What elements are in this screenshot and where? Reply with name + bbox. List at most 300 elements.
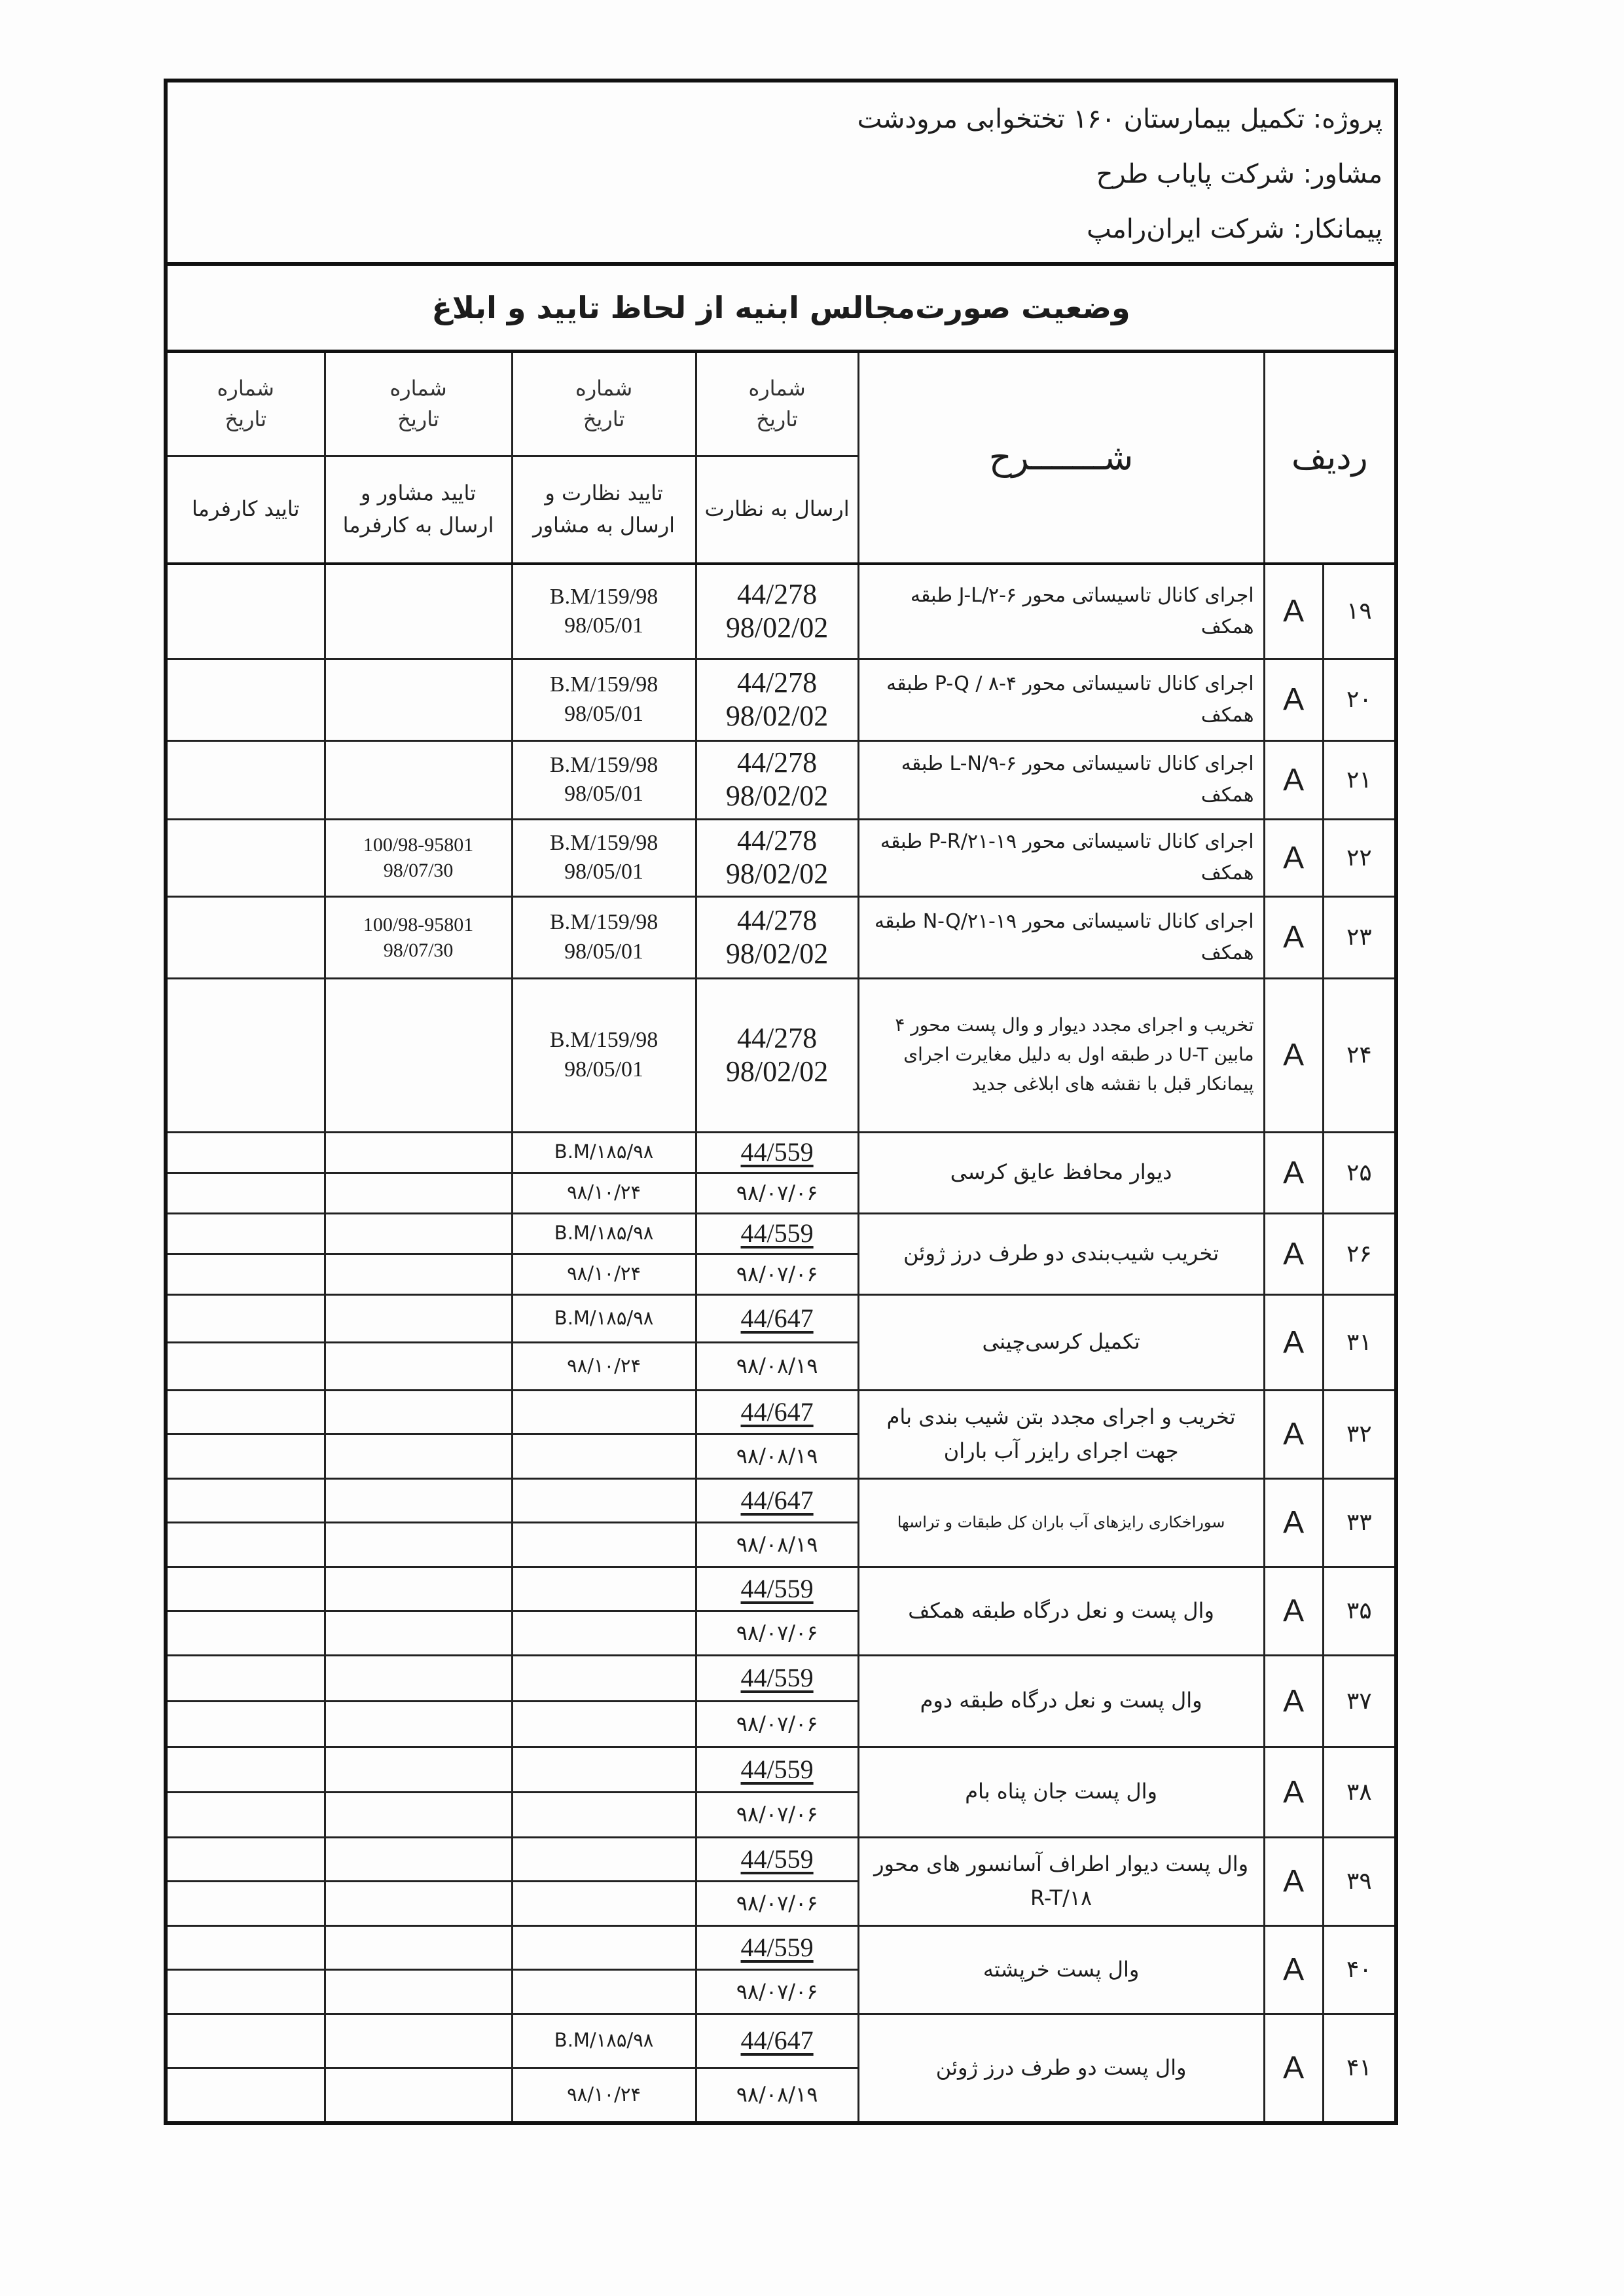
sent-to-supervision-number-slot (697, 1927, 857, 1971)
employer-number-date-header (166, 351, 325, 456)
supervision-approval-date-slot (513, 1793, 695, 1836)
sent-to-supervision-date: ۹۸/۰۸/۱۹ (736, 1531, 818, 1557)
description-header (858, 351, 1264, 564)
consultant-number-date-header (325, 351, 512, 456)
sent-to-supervision-date: 98/02/02 (725, 611, 829, 644)
row-number-cell (1323, 1132, 1396, 1213)
employer-approval-cell (166, 1837, 325, 1925)
sent-to-supervision-date-slot (697, 1255, 857, 1294)
consultant-approval-cell (325, 1213, 512, 1294)
consultant-approval-cell (325, 1925, 512, 2014)
supervision-approval-label-2: ارسال به مشاور (533, 513, 676, 538)
sent-to-supervision-date-slot (697, 1435, 857, 1478)
sent-to-supervision-number: 44/647 (740, 1485, 814, 1515)
consultant-approval-cell (325, 659, 512, 740)
employer-approval-number-slot (168, 1656, 324, 1702)
split-box (513, 1296, 695, 1389)
row-number-cell (1323, 1925, 1396, 2014)
supervision-approval-label-1: تایید نظارت و (545, 480, 663, 505)
row-code-cell (1264, 1478, 1323, 1567)
description-cell (858, 740, 1264, 819)
row-code-cell (1264, 978, 1323, 1132)
supervision-approval-date: ۹۸/۱۰/۲۴ (567, 1181, 641, 1204)
split-box (168, 1927, 324, 2013)
consultant-approval-number-slot (326, 1656, 511, 1702)
supervision-approval-cell (512, 1655, 696, 1747)
row-number: ۳۸ (1346, 1778, 1372, 1806)
split-box (697, 1568, 857, 1654)
consultant-approval-label-1: تایید مشاور و (361, 480, 477, 505)
table-row (166, 1655, 1396, 1747)
supervision-approval-cell (512, 819, 696, 896)
employer-approval-date-slot (168, 1793, 324, 1836)
supervision-approval-cell (512, 1567, 696, 1655)
row-number-cell (1323, 1567, 1396, 1655)
split-box (697, 1296, 857, 1389)
sent-to-supervision-cell (696, 1837, 858, 1925)
split-box (168, 1296, 324, 1389)
supervision-approval-number-slot (513, 1133, 695, 1174)
report-title: وضعیت صورت‌مجالس ابنیه از لحاظ تایید و ابلاغ (166, 264, 1396, 351)
row-description: تخریب و اجرای مجدد بتن شیب بندی بام جهت اجرای رایزر آب باران (886, 1404, 1236, 1463)
sent-to-supervision-date-slot (697, 1971, 857, 2013)
sent-to-supervision-number: 44/278 (736, 578, 818, 611)
date-label: تاریخ (756, 406, 798, 431)
supervision-approval-date: 98/05/01 (564, 1057, 644, 1082)
row-code: A (1283, 1774, 1305, 1810)
employer-approval-date-slot (168, 1255, 324, 1294)
table-row (166, 1132, 1396, 1213)
sent-to-supervision-cell (696, 1478, 858, 1567)
row-description: اجرای کانال تاسیساتی محور L-N/۹-۶ طبقه همکف (901, 752, 1254, 807)
description-cell (858, 1567, 1264, 1655)
consultant-approval-date: 98/07/30 (383, 860, 454, 881)
row-number-cell (1323, 1390, 1396, 1478)
employer-approval-date-slot (168, 1612, 324, 1654)
row-code-cell (1264, 1390, 1323, 1478)
consultant-approval-date-slot (326, 1435, 511, 1478)
split-box (513, 1480, 695, 1566)
employer-approval-date-slot (168, 1702, 324, 1746)
split-box (326, 1214, 511, 1294)
row-code: A (1283, 1952, 1305, 1987)
supervision-approval-date: ۹۸/۱۰/۲۴ (567, 1354, 641, 1377)
row-number: ۳۷ (1346, 1687, 1372, 1715)
table-row (166, 1837, 1396, 1925)
supervision-approval-cell (512, 564, 696, 659)
sent-to-supervision-cell (696, 1390, 858, 1478)
employer-approval-cell (166, 1294, 325, 1390)
supervision-approval-cell (512, 659, 696, 740)
employer-approval-cell (166, 819, 325, 896)
description-cell (858, 1747, 1264, 1837)
supervision-approval-number-slot (513, 1927, 695, 1971)
row-description: اجرای کانال تاسیساتی محور P-R/۲۱-۱۹ طبقه همکف (880, 830, 1254, 884)
status-sheet (164, 79, 1394, 2125)
split-box (697, 1214, 857, 1294)
split-box (697, 1133, 857, 1212)
table-row (166, 1213, 1396, 1294)
split-box (326, 1391, 511, 1478)
row-code-cell (1264, 1925, 1323, 2014)
split-box (168, 1568, 324, 1654)
sent-to-supervision-number-slot (697, 1214, 857, 1255)
employer-approval-label: تایید کارفرما (192, 496, 300, 522)
row-code: A (1283, 1038, 1305, 1072)
sent-to-supervision-date-slot (697, 1882, 857, 1925)
supervision-approval-cell (512, 740, 696, 819)
description-cell (858, 1478, 1264, 1567)
row-number-cell (1323, 564, 1396, 659)
sent-to-supervision-cell (696, 896, 858, 978)
description-cell (858, 1925, 1264, 2014)
sent-to-supervision-cell (696, 1747, 858, 1837)
row-code: A (1283, 1155, 1305, 1190)
sent-to-supervision-date-slot (697, 1793, 857, 1836)
row-number-cell (1323, 1294, 1396, 1390)
supervision-approval-date-slot (513, 1435, 695, 1478)
employer-approval-cell (166, 1747, 325, 1837)
row-code-cell (1264, 1213, 1323, 1294)
consultant-approval-number-slot (326, 1391, 511, 1436)
supervision-approval-number: B.M/159/98 (549, 672, 659, 697)
sent-to-supervision-date: ۹۸/۰۷/۰۶ (736, 1620, 818, 1645)
sent-to-supervision-number-slot (697, 1656, 857, 1702)
sent-to-supervision-cell (696, 740, 858, 819)
sent-to-supervision-date-slot (697, 1343, 857, 1389)
supervision-approval-date: 98/05/01 (564, 782, 644, 806)
sent-to-supervision-cell (696, 978, 858, 1132)
row-code-cell (1264, 1655, 1323, 1747)
split-box (326, 1838, 511, 1925)
table-row (166, 819, 1396, 896)
split-box (168, 1133, 324, 1212)
row-number: ۲۱ (1346, 766, 1372, 793)
row-number-cell (1323, 819, 1396, 896)
employer-approval-cell (166, 564, 325, 659)
row-code-cell (1264, 659, 1323, 740)
sent-to-supervision-number: 44/278 (736, 903, 818, 936)
split-box (513, 1568, 695, 1654)
supervision-approval-date-slot (513, 1971, 695, 2013)
sent-to-supervision-date: 98/02/02 (725, 937, 829, 970)
sent-to-supervision-cell (696, 1213, 858, 1294)
supervision-approval-number: B.M/۱۸۵/۹۸ (554, 1222, 654, 1245)
row-number: ۱۹ (1346, 598, 1372, 625)
supervision-approval-cell (512, 1390, 696, 1478)
sent-to-supervision-cell (696, 564, 858, 659)
description-cell (858, 1294, 1264, 1390)
supervision-approval-number: B.M/159/98 (549, 910, 659, 935)
consultant-approval-cell (325, 896, 512, 978)
sent-to-supervision-cell (696, 1567, 858, 1655)
description-cell (858, 1390, 1264, 1478)
consultant-approval-cell (325, 1478, 512, 1567)
consultant-approval-label-2: ارسال به کارفرما (342, 513, 494, 538)
supervision-approval-cell (512, 1132, 696, 1213)
consultant-approval-date-slot (326, 1174, 511, 1212)
description-cell (858, 1213, 1264, 1294)
row-code: A (1283, 1236, 1305, 1271)
consultant-approval-number-slot (326, 1838, 511, 1883)
row-description: تکمیل کرسی‌چینی (982, 1329, 1140, 1355)
supervision-approval-date-slot (513, 1612, 695, 1654)
row-description: تخریب شیب‌بندی دو طرف درز ژوئن (903, 1241, 1219, 1266)
row-code: A (1283, 2050, 1305, 2085)
description-cell (858, 978, 1264, 1132)
consultant-approval-date-slot (326, 2069, 511, 2121)
sent-to-supervision-cell (696, 1132, 858, 1213)
consultant-approval-number-slot (326, 1927, 511, 1971)
table-row (166, 1567, 1396, 1655)
employer-approval-date-slot (168, 1435, 324, 1478)
description-cell (858, 819, 1264, 896)
split-box (168, 2015, 324, 2121)
info-row (166, 81, 1396, 264)
sent-to-supervision-date: 98/02/02 (725, 780, 829, 812)
sent-to-supervision-date: ۹۸/۰۷/۰۶ (736, 1180, 818, 1205)
supervision-approval-number: B.M/159/98 (549, 584, 659, 609)
employer-approval-number-slot (168, 1214, 324, 1255)
supervision-approval-date-slot (513, 1255, 695, 1294)
consultant-approval-date-slot (326, 1255, 511, 1294)
description-cell (858, 1837, 1264, 1925)
row-code-cell (1264, 1837, 1323, 1925)
consultant-approval-number-slot (326, 1133, 511, 1174)
row-number-cell (1323, 978, 1396, 1132)
consultant-approval-date: 98/07/30 (383, 939, 454, 961)
consultant-approval-number-slot (326, 1748, 511, 1793)
consultant-approval-number-slot (326, 2015, 511, 2069)
sent-to-supervision-number-slot (697, 2015, 857, 2069)
contractor-line: پیمانکار: شرکت ایران‌رامپ (1087, 214, 1383, 244)
employer-approval-number-slot (168, 1927, 324, 1971)
row-number: ۲۰ (1346, 686, 1372, 713)
table-row (166, 1294, 1396, 1390)
consultant-approval-cell (325, 1837, 512, 1925)
consultant-approval-cell (325, 564, 512, 659)
sent-to-supervision-number: 44/278 (736, 666, 818, 699)
consultant-approval-date-slot (326, 1343, 511, 1389)
employer-approval-cell (166, 1132, 325, 1213)
row-description: وال پست خرپشته (983, 1956, 1140, 1982)
sent-to-supervision-number: 44/559 (740, 1932, 814, 1962)
consultant-approval-number: 100/98-95801 (363, 834, 474, 856)
sent-to-supervision-cell (696, 1655, 858, 1747)
description-cell (858, 896, 1264, 978)
sent-to-supervision-number: 44/278 (736, 746, 818, 779)
split-box (697, 1656, 857, 1746)
consultant-approval-cell (325, 819, 512, 896)
row-code: A (1283, 1324, 1305, 1360)
sent-to-supervision-date-slot (697, 1702, 857, 1746)
sent-to-supervision-number-slot (697, 1133, 857, 1174)
sent-to-supervision-date-slot (697, 1523, 857, 1566)
employer-approval-cell (166, 1655, 325, 1747)
supervision-approval-date-slot (513, 1343, 695, 1389)
employer-approval-cell (166, 740, 325, 819)
employer-approval-number-slot (168, 1133, 324, 1174)
row-number: ۳۲ (1346, 1421, 1372, 1448)
rows-body (166, 564, 1396, 2123)
consultant-approval-date-slot (326, 1971, 511, 2013)
sent-to-supervision-number: 44/647 (740, 1303, 814, 1333)
consultant-approval-number-slot (326, 1296, 511, 1343)
split-box (513, 1838, 695, 1925)
table-row (166, 1390, 1396, 1478)
split-box (168, 1391, 324, 1478)
split-box (513, 1927, 695, 2013)
sent-to-supervision-number: 44/278 (736, 824, 818, 857)
supervision-approval-date-slot (513, 2069, 695, 2121)
supervision-approval-cell (512, 1213, 696, 1294)
sent-to-supervision-date: ۹۸/۰۷/۰۶ (736, 1711, 818, 1736)
row-number: ۲۶ (1346, 1240, 1372, 1267)
split-box (697, 1927, 857, 2013)
employer-approval-date-slot (168, 2069, 324, 2121)
sent-to-supervision-number-slot (697, 1568, 857, 1613)
employer-approval-cell (166, 896, 325, 978)
supervision-approval-cell (512, 1294, 696, 1390)
header-row-top (166, 351, 1396, 456)
supervision-approval-cell (512, 2014, 696, 2123)
consultant-approval-cell (325, 1655, 512, 1747)
row-description: وال پست و نعل درگاه طبقه همکف (908, 1597, 1214, 1623)
sent-to-supervision-number-slot (697, 1296, 857, 1343)
employer-approval-cell (166, 659, 325, 740)
status-table (164, 79, 1398, 2125)
row-number: ۲۴ (1346, 1042, 1372, 1068)
consultant-approval-cell (325, 740, 512, 819)
sent-to-supervision-date: ۹۸/۰۷/۰۶ (736, 1890, 818, 1916)
description-cell (858, 1655, 1264, 1747)
employer-approval-cell (166, 1925, 325, 2014)
supervision-approval-cell (512, 1925, 696, 2014)
supervision-approval-number-slot (513, 1838, 695, 1883)
employer-approval-date-slot (168, 1343, 324, 1389)
consultant-approval-cell (325, 1567, 512, 1655)
sent-to-supervision-number-slot (697, 1391, 857, 1436)
row-description: اجرای کانال تاسیساتی محور N-Q/۲۱-۱۹ طبقه همکف (875, 909, 1254, 964)
sent-to-supervision-cell (696, 1294, 858, 1390)
supervision-approval-date: 98/05/01 (564, 701, 644, 726)
employer-approval-cell (166, 1567, 325, 1655)
row-description: وال پست و نعل درگاه طبقه دوم (920, 1688, 1202, 1713)
sent-to-supervision-cell (696, 819, 858, 896)
employer-approval-number-slot (168, 1296, 324, 1343)
sent-to-supervision-date: ۹۸/۰۸/۱۹ (736, 1443, 818, 1468)
consultant-approval-number-slot (326, 1214, 511, 1255)
number-label: شماره (575, 376, 633, 401)
row-number: ۳۱ (1346, 1328, 1372, 1356)
row-code-cell (1264, 1294, 1323, 1390)
supervision-approval-date: ۹۸/۱۰/۲۴ (567, 1262, 641, 1285)
supervision-approval-date: 98/05/01 (564, 939, 644, 964)
consultant-approval-cell (325, 1747, 512, 1837)
sent-to-supervision-header (696, 456, 858, 564)
sent-to-supervision-date-slot (697, 2069, 857, 2121)
description-cell (858, 2014, 1264, 2123)
sent-to-supervision-number: 44/559 (740, 1573, 814, 1603)
row-code: A (1283, 1864, 1305, 1899)
supervision-approval-date: 98/05/01 (564, 613, 644, 638)
row-code: A (1283, 1417, 1305, 1451)
sent-to-supervision-date-slot (697, 1612, 857, 1654)
split-box (697, 1391, 857, 1478)
consultant-approval-cell (325, 1132, 512, 1213)
supervision-approval-number: B.M/۱۸۵/۹۸ (554, 2029, 654, 2052)
sent-to-supervision-number-slot (697, 1480, 857, 1524)
row-number-cell (1323, 896, 1396, 978)
row-code: A (1283, 1683, 1305, 1719)
row-number: ۴۰ (1346, 1956, 1372, 1983)
number-label: شماره (748, 376, 806, 401)
employer-approval-date-slot (168, 1882, 324, 1925)
row-description: وال پست جان پناه بام (965, 1779, 1157, 1804)
number-label: شماره (389, 376, 447, 401)
consultant-approval-number-slot (326, 1480, 511, 1524)
sent-to-supervision-number-slot (697, 1838, 857, 1883)
consultant-approval-cell (325, 978, 512, 1132)
split-box (326, 1133, 511, 1212)
sent-to-supervision-number: 44/278 (736, 1021, 818, 1054)
split-box (513, 1748, 695, 1836)
sent-to-supervision-date-slot (697, 1174, 857, 1212)
row-number: ۴۱ (1346, 2054, 1372, 2081)
employer-approval-cell (166, 978, 325, 1132)
row-number: ۳۵ (1346, 1597, 1372, 1624)
row-number-cell (1323, 659, 1396, 740)
consultant-approval-number: 100/98-95801 (363, 913, 474, 936)
sent-to-supervision-cell (696, 1925, 858, 2014)
row-number: ۲۲ (1346, 844, 1372, 871)
sent-to-supervision-date: ۹۸/۰۷/۰۶ (736, 1802, 818, 1827)
employer-approval-number-slot (168, 1838, 324, 1883)
row-code-cell (1264, 1747, 1323, 1837)
supervision-approval-number-slot (513, 2015, 695, 2069)
split-box (513, 1214, 695, 1294)
description-cell (858, 1132, 1264, 1213)
split-box (697, 2015, 857, 2121)
supervision-approval-date-slot (513, 1702, 695, 1746)
row-description: وال پست دیوار اطراف آسانسور های محور R-T/۱۸ (874, 1851, 1249, 1910)
sent-to-supervision-date: ۹۸/۰۸/۱۹ (736, 1353, 818, 1379)
employer-approval-cell (166, 1390, 325, 1478)
row-code: A (1283, 594, 1305, 629)
split-box (513, 1133, 695, 1212)
sent-to-supervision-date: ۹۸/۰۸/۱۹ (736, 2082, 818, 2107)
supervision-approval-number: B.M/159/98 (549, 1028, 659, 1053)
consultant-approval-date-slot (326, 1702, 511, 1746)
consultant-approval-number-slot (326, 1568, 511, 1613)
employer-approval-header (166, 456, 325, 564)
table-row (166, 978, 1396, 1132)
sent-to-supervision-cell (696, 659, 858, 740)
split-box (326, 1656, 511, 1746)
split-box (168, 1480, 324, 1566)
row-description: اجرای کانال تاسیساتی محور P-Q / ۸-۴ طبقه همکف (886, 672, 1254, 727)
employer-approval-cell (166, 1478, 325, 1567)
row-description: تخریب و اجرای مجدد دیوار و وال پست محور ۴ مابین U-T در طبقه اول به دلیل مغایرت اجرای پیمانکار قبل با نقشه های ابلاغی جدید (895, 1014, 1254, 1095)
employer-approval-date-slot (168, 1971, 324, 2013)
row-number-cell (1323, 1478, 1396, 1567)
split-box (326, 1296, 511, 1389)
table-row (166, 564, 1396, 659)
supervision-approval-cell (512, 978, 696, 1132)
sent-to-supervision-date: 98/02/02 (725, 699, 829, 732)
row-code-cell (1264, 1132, 1323, 1213)
supervision-approval-number-slot (513, 1391, 695, 1436)
